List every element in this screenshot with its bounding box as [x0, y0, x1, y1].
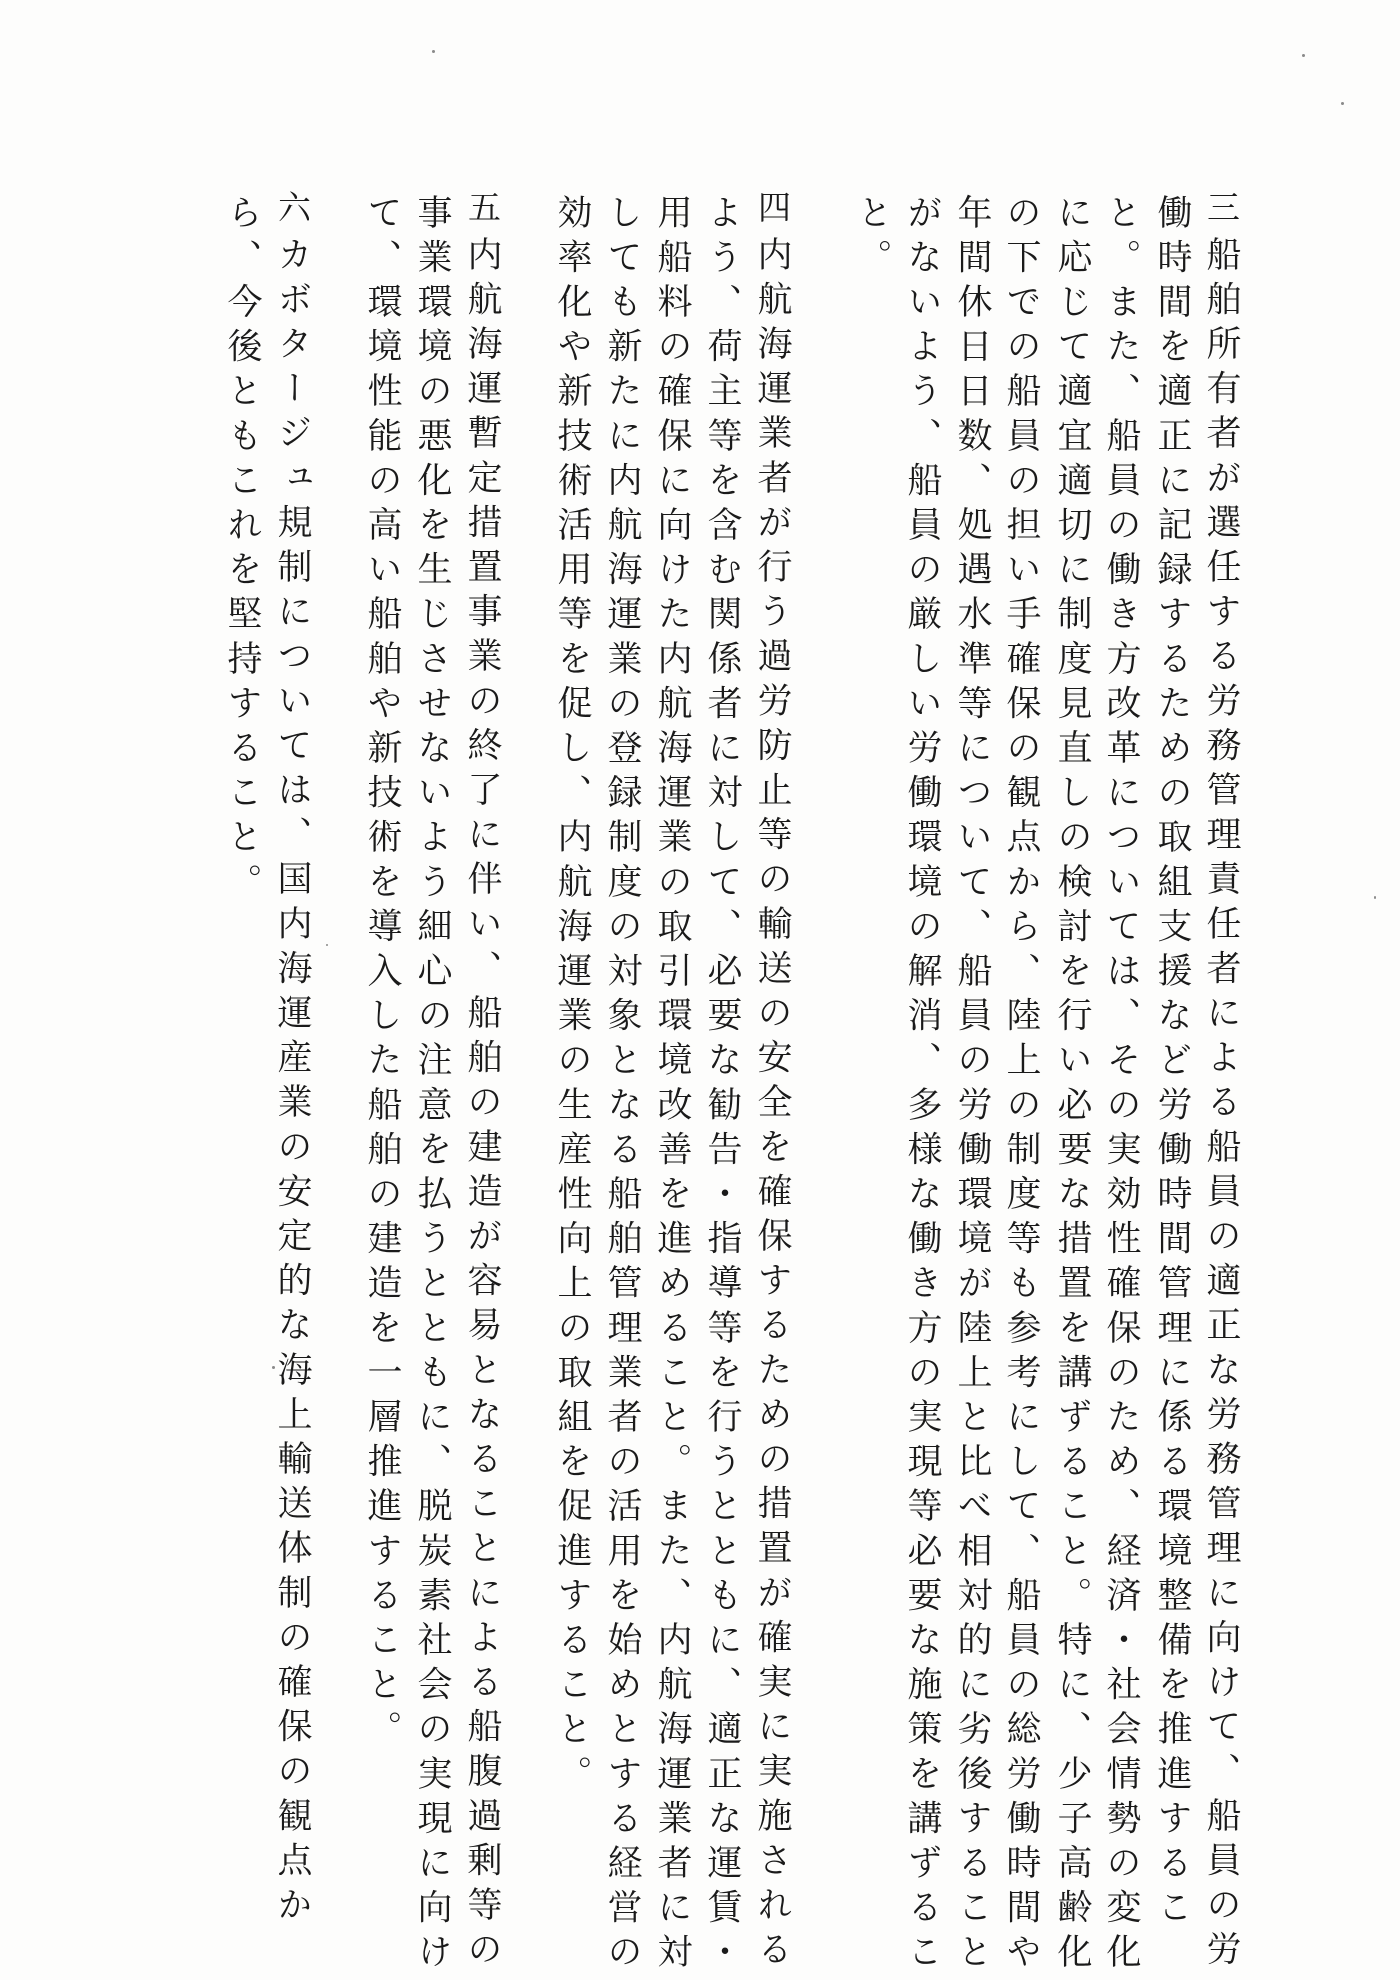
text-line: 年間休日日数、処遇水準等について、船員の労働環境が陸上と比べ相対的に劣後すること [952, 194, 992, 1978]
text-line: しても新たに内航海運業の登録制度の対象となる船舶管理業者の活用を始めとする経営の [602, 194, 642, 1978]
text-line: 効率化や新技術活用等を促し、内航海運業の生産性向上の取組を促進すること。 [552, 194, 592, 1800]
text-line: て、環境性能の高い船舶や新技術を導入した船舶の建造を一層推進すること。 [362, 194, 402, 1755]
text-line: 内航海運暫定措置事業の終了に伴い、船舶の建造が容易となることによる船腹過剰等の [462, 236, 502, 1976]
scan-speck [1302, 54, 1305, 57]
text-line: と。また、船員の働き方改革については、その実効性確保のため、経済・社会情勢の変化 [1101, 194, 1141, 1978]
text-line: 働時間を適正に記録するための取組支援など労働時間管理に係る環境整備を推進するこ [1152, 194, 1192, 1934]
text-line: に応じて適宜適切に制度見直しの検討を行い必要な措置を講ずること。特に、少子高齢化 [1052, 194, 1092, 1978]
text-line: の下での船員の担い手確保の観点から、陸上の制度等も参考にして、船員の総労働時間や [1001, 194, 1041, 1978]
section-number: 六 [273, 190, 312, 223]
section-number: 三 [1202, 190, 1241, 223]
text-line: カボタージュ規制については、国内海運産業の安定的な海上輸送体制の確保の観点か [272, 236, 312, 1931]
section-number: 五 [463, 190, 502, 223]
text-line: 船舶所有者が選任する労務管理責任者による船員の適正な労務管理に向けて、船員の労 [1201, 236, 1241, 1976]
text-line: と。 [852, 194, 892, 284]
text-line: よう、荷主等を含む関係者に対して、必要な勧告・指導等を行うとともに、適正な運賃・ [702, 194, 742, 1978]
scan-speck [326, 944, 328, 946]
scan-speck [1374, 896, 1376, 899]
scan-speck [1341, 102, 1344, 105]
text-line: がないよう、船員の厳しい労働環境の解消、多様な働き方の実現等必要な施策を講ずるこ [902, 194, 942, 1978]
scan-speck [432, 50, 435, 53]
text-line: 内航海運業者が行う過労防止等の輸送の安全を確保するための措置が確実に実施される [752, 236, 792, 1976]
section-number: 四 [753, 190, 792, 223]
text-line: 事業環境の悪化を生じさせないよう細心の注意を払うとともに、脱炭素社会の実現に向け [412, 194, 452, 1978]
text-line: ら、今後ともこれを堅持すること。 [222, 194, 262, 908]
text-line: 用船料の確保に向けた内航海運業の取引環境改善を進めること。また、内航海運業者に対 [652, 194, 692, 1978]
